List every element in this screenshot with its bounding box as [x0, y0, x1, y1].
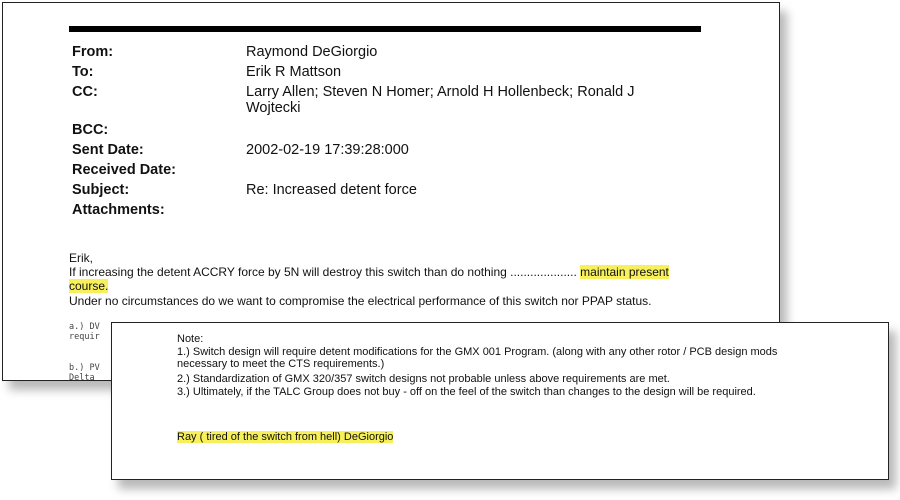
highlight-course: course. — [69, 279, 109, 293]
note-title: Note: — [177, 333, 204, 345]
to-value: Erik R Mattson — [246, 64, 342, 80]
email-greeting: Erik, — [69, 251, 93, 265]
fragment-b: b.) PV — [69, 363, 100, 373]
note-signature-line — [177, 431, 393, 443]
attachments-label: Attachments: — [72, 202, 165, 218]
email-line-1 — [69, 265, 669, 279]
subject-value: Re: Increased detent force — [246, 182, 417, 198]
bcc-label: BCC: — [72, 122, 109, 138]
to-label: To: — [72, 64, 94, 80]
from-value: Raymond DeGiorgio — [246, 44, 378, 60]
from-label: From: — [72, 44, 114, 60]
note-signature: Ray ( tired of the switch from hell) DeGiorgio — [177, 431, 394, 443]
cc-value: Larry Allen; Steven N Homer; Arnold H Hollenbeck; Ronald J Wojtecki — [246, 84, 635, 116]
note-item-3: 3.) Ultimately, if the TALC Group does not buy - off on the feel of the switch than changes to the design will be required. — [177, 386, 756, 398]
note-item-1: 1.) Switch design will require detent modifications for the GMX 001 Program. (along with any other rotor / PCB design mods necessary to meet the CTS requirements.) — [177, 346, 778, 370]
received-date-label: Received Date: — [72, 162, 176, 178]
email-line-1-text: If increasing the detent ACCRY force by 5N will destroy this switch than do nothing .................... — [69, 265, 577, 279]
email-line-3: Under no circumstances do we want to compromise the electrical performance of this switch nor PPAP status. — [69, 294, 652, 308]
note-document — [111, 322, 889, 480]
highlight-maintain-present: maintain present — [580, 265, 669, 279]
sent-date-value: 2002-02-19 17:39:28:000 — [246, 142, 409, 158]
fragment-requir: requir — [69, 332, 100, 342]
note-item-2: 2.) Standardization of GMX 320/357 switch designs not probable unless above requirements are met. — [177, 373, 670, 385]
email-line-2 — [69, 279, 108, 293]
cc-label: CC: — [72, 84, 98, 100]
fragment-delta: Delta — [69, 373, 95, 381]
sent-date-label: Sent Date: — [72, 142, 144, 158]
subject-label: Subject: — [72, 182, 130, 198]
fragment-a: a.) DV — [69, 322, 100, 332]
header-rule — [69, 26, 701, 32]
